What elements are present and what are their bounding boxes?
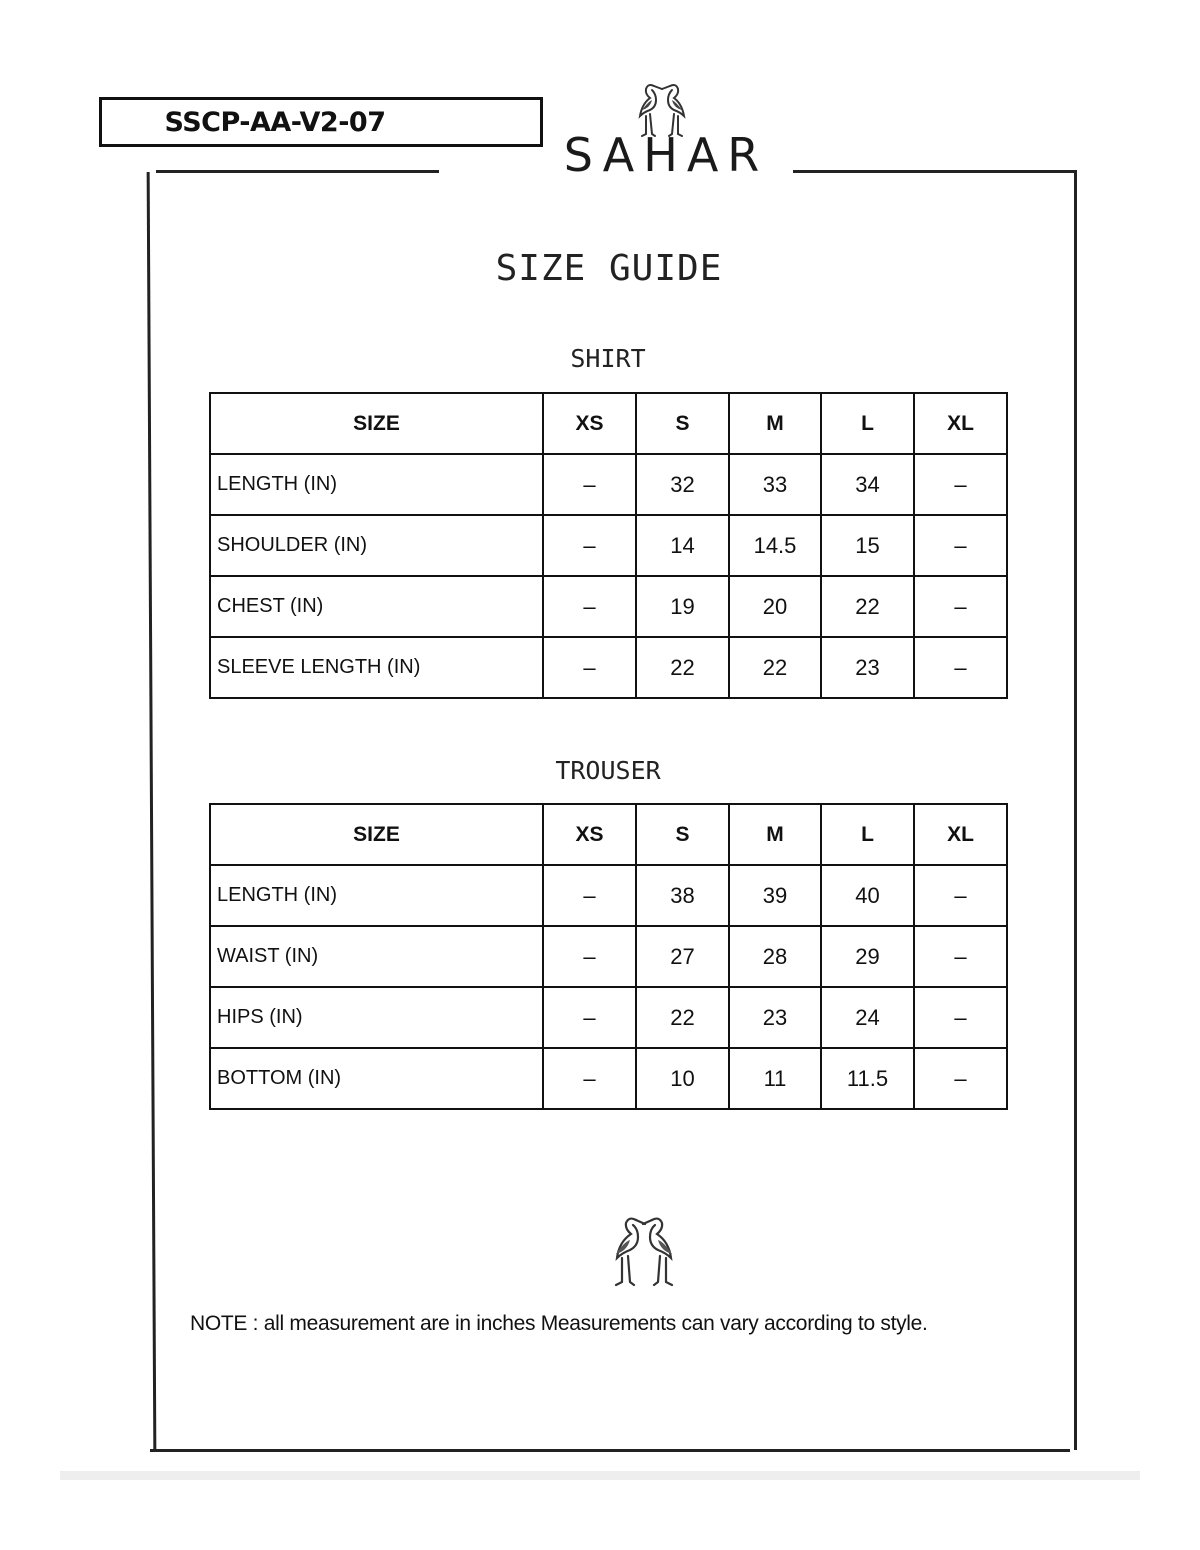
frame-top-left <box>156 170 439 173</box>
page-title: SIZE GUIDE <box>495 248 723 289</box>
table-cell: 22 <box>821 576 914 637</box>
table-cell: – <box>543 1048 636 1109</box>
table-cell: 22 <box>636 987 729 1048</box>
table-cell: – <box>543 515 636 576</box>
table-cell: 28 <box>729 926 821 987</box>
table-row <box>210 1048 1007 1109</box>
table-row <box>210 576 1007 637</box>
column-header: XS <box>543 804 636 865</box>
table-cell: – <box>543 454 636 515</box>
table-cell: 39 <box>729 865 821 926</box>
bottom-divider <box>60 1471 1140 1480</box>
table-row <box>210 865 1007 926</box>
table-cell: 29 <box>821 926 914 987</box>
column-header: XL <box>914 393 1007 454</box>
table-cell: 10 <box>636 1048 729 1109</box>
column-header: M <box>729 804 821 865</box>
table-cell: – <box>914 637 1007 698</box>
measurement-note: NOTE : all measurement are in inches Measurements can vary according to style. <box>190 1312 928 1335</box>
column-header: SIZE <box>210 804 543 865</box>
column-header: L <box>821 393 914 454</box>
row-label: SHOULDER (IN) <box>210 515 543 576</box>
table-cell: – <box>914 454 1007 515</box>
trouser-size-table <box>209 803 1008 1110</box>
table-cell: – <box>543 637 636 698</box>
heron-pair-footer-icon <box>598 1212 690 1288</box>
table-cell: 38 <box>636 865 729 926</box>
column-header: M <box>729 393 821 454</box>
table-cell: – <box>914 926 1007 987</box>
table-cell: 15 <box>821 515 914 576</box>
table-cell: – <box>914 1048 1007 1109</box>
table-cell: – <box>914 576 1007 637</box>
table-cell: 11.5 <box>821 1048 914 1109</box>
product-code: SSCP-AA-V2-07 <box>164 106 386 138</box>
column-header: S <box>636 393 729 454</box>
table-row <box>210 987 1007 1048</box>
table-cell: 20 <box>729 576 821 637</box>
table-cell: 22 <box>729 637 821 698</box>
table-cell: 11 <box>729 1048 821 1109</box>
column-header: XS <box>543 393 636 454</box>
row-label: HIPS (IN) <box>210 987 543 1048</box>
shirt-size-table <box>209 392 1008 699</box>
row-label: WAIST (IN) <box>210 926 543 987</box>
table-row <box>210 637 1007 698</box>
table-cell: 14 <box>636 515 729 576</box>
row-label: LENGTH (IN) <box>210 865 543 926</box>
brand-name: SAHAR <box>563 128 769 182</box>
table-cell: 40 <box>821 865 914 926</box>
column-header: L <box>821 804 914 865</box>
shirt-section-title: SHIRT <box>570 344 646 373</box>
table-cell: 19 <box>636 576 729 637</box>
table-cell: – <box>914 515 1007 576</box>
table-cell: 27 <box>636 926 729 987</box>
table-cell: – <box>543 865 636 926</box>
table-row <box>210 926 1007 987</box>
table-cell: 34 <box>821 454 914 515</box>
row-label: LENGTH (IN) <box>210 454 543 515</box>
frame-bottom <box>150 1449 1070 1452</box>
row-label: CHEST (IN) <box>210 576 543 637</box>
table-cell: – <box>543 926 636 987</box>
table-row <box>210 454 1007 515</box>
table-cell: 32 <box>636 454 729 515</box>
column-header: XL <box>914 804 1007 865</box>
column-header: S <box>636 804 729 865</box>
table-header-row <box>210 393 1007 454</box>
row-label: SLEEVE LENGTH (IN) <box>210 637 543 698</box>
table-cell: 14.5 <box>729 515 821 576</box>
table-cell: 22 <box>636 637 729 698</box>
table-cell: 24 <box>821 987 914 1048</box>
row-label: BOTTOM (IN) <box>210 1048 543 1109</box>
table-header-row <box>210 804 1007 865</box>
table-cell: – <box>914 865 1007 926</box>
frame-top-right <box>793 170 1077 173</box>
trouser-section-title: TROUSER <box>555 756 661 785</box>
table-cell: 33 <box>729 454 821 515</box>
table-cell: 23 <box>821 637 914 698</box>
table-row <box>210 515 1007 576</box>
table-cell: – <box>914 987 1007 1048</box>
product-code-box <box>99 97 543 147</box>
table-cell: 23 <box>729 987 821 1048</box>
table-cell: – <box>543 987 636 1048</box>
column-header: SIZE <box>210 393 543 454</box>
table-cell: – <box>543 576 636 637</box>
